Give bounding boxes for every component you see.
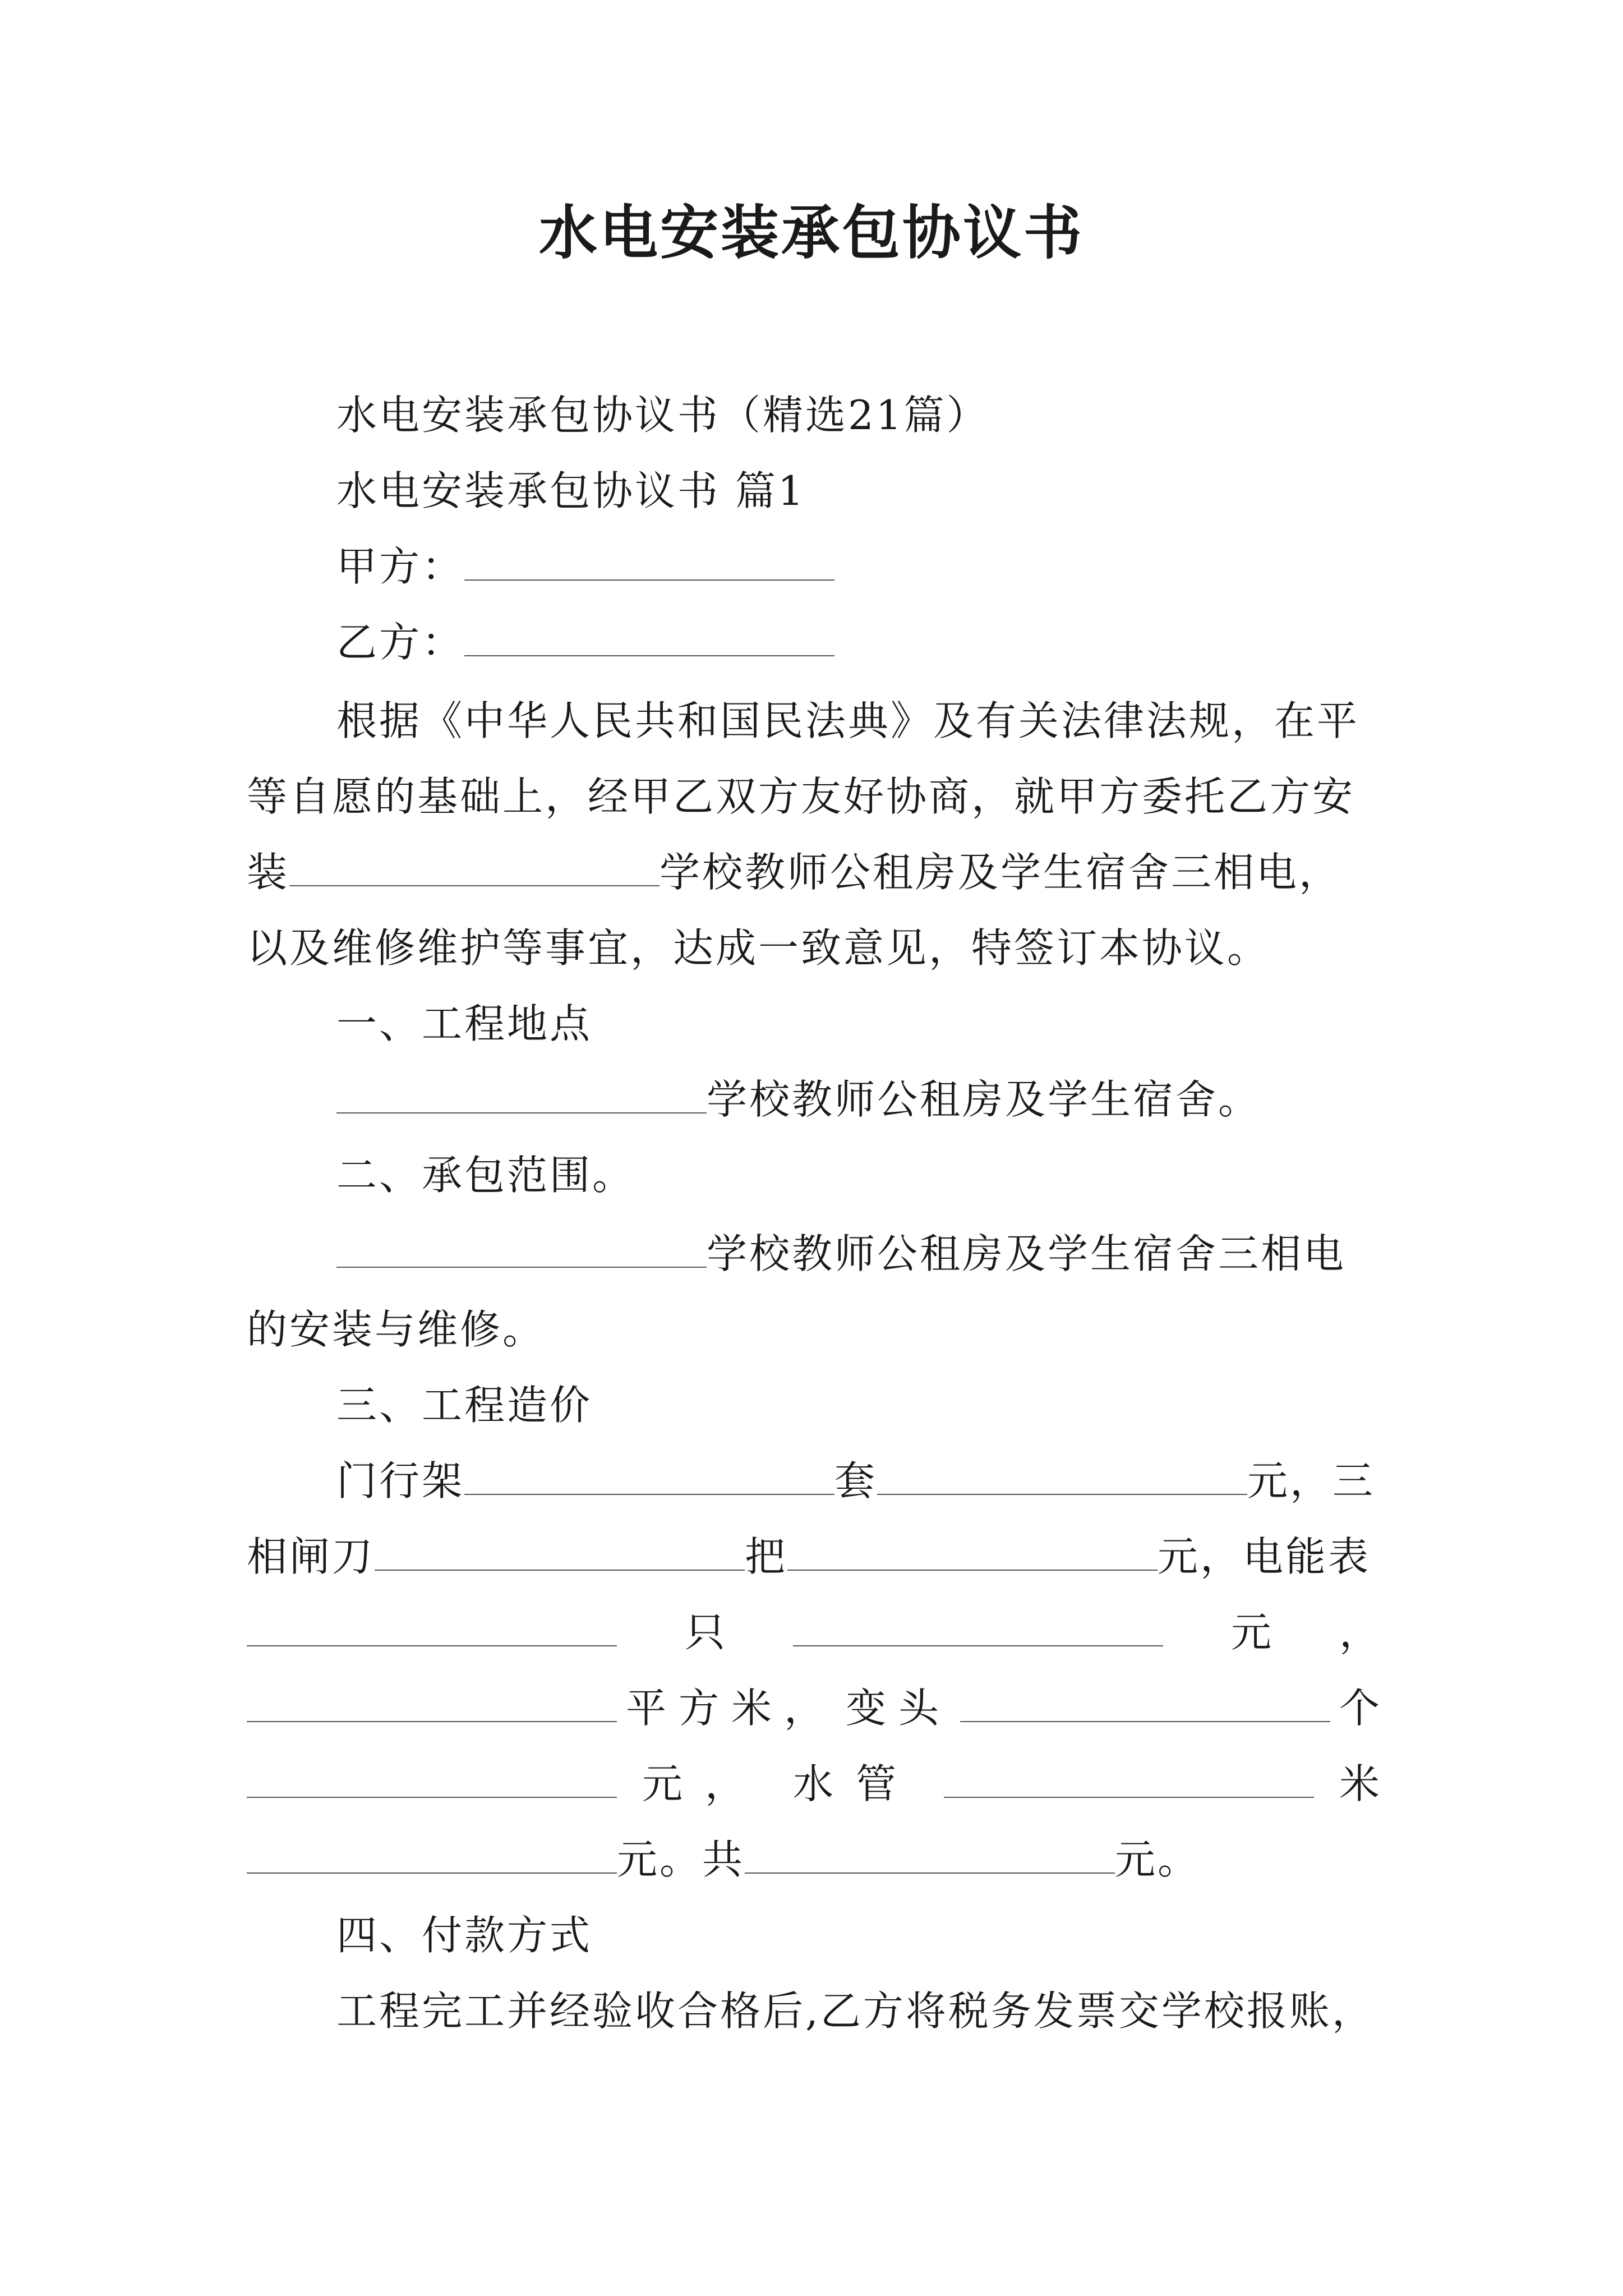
price-unit-ge: 个 — [1339, 1685, 1380, 1732]
item2-text-line — [336, 1226, 1346, 1282]
item4-text: 工程完工并经验收合格后,乙方将税务发票交学校报账， — [336, 1987, 1375, 2035]
price-text-dianneng: 元，电能表 — [1158, 1533, 1371, 1580]
party-b-label: 乙方： — [336, 619, 465, 666]
area-blank[interactable] — [247, 1687, 617, 1722]
price-line-3 — [247, 1604, 1380, 1660]
intro-line-1: 根据《中华人民共和国民法典》及有关法律法规，在平 — [336, 697, 1360, 744]
price-unit-tao: 套 — [834, 1457, 878, 1504]
price-unit-mi: 米 — [1339, 1760, 1380, 1807]
party-a-label: 甲方： — [336, 543, 465, 590]
item4-heading: 四、付款方式 — [336, 1912, 593, 1959]
zhadao-price-blank[interactable] — [787, 1536, 1158, 1571]
party-a-blank[interactable] — [464, 546, 834, 581]
price-text-yuan-end: 元。 — [1115, 1836, 1201, 1883]
meter-price-blank[interactable] — [793, 1612, 1163, 1646]
party-b-blank[interactable] — [464, 622, 834, 656]
biantou-price-blank[interactable] — [247, 1763, 617, 1798]
price-line-6 — [247, 1832, 1200, 1888]
party-b-line — [336, 614, 834, 670]
subtitle: 水电安装承包协议书（精选21篇） — [336, 392, 989, 439]
item2-text: 学校教师公租房及学生宿舍三相电 — [707, 1230, 1347, 1277]
price-text-yuan-gong: 元。共 — [617, 1836, 745, 1883]
item1-heading: 一、工程地点 — [336, 1000, 593, 1047]
document-title: 水电安装承包协议书 — [538, 198, 1084, 267]
price-label-menxingjia: 门行架 — [336, 1457, 465, 1504]
total-price-blank[interactable] — [745, 1839, 1115, 1874]
item2-heading: 二、承包范围。 — [336, 1152, 635, 1199]
price-unit-yuan: 元 — [1230, 1609, 1271, 1656]
price-unit-ba: 把 — [745, 1533, 788, 1580]
price-label-zhadao: 相闸刀 — [247, 1533, 375, 1580]
price-unit-zhi: 只 — [684, 1609, 725, 1656]
price-line-1 — [336, 1453, 1375, 1509]
menxingjia-qty-blank[interactable] — [464, 1460, 834, 1495]
intro-line-2: 等自愿的基础上，经甲乙双方友好协商，就甲方委托乙方安 — [247, 773, 1355, 820]
price-line-4 — [247, 1680, 1380, 1736]
zhadao-qty-blank[interactable] — [375, 1536, 745, 1571]
intro-line-4: 以及维修维护等事宜，达成一致意见，特签订本协议。 — [247, 924, 1270, 972]
section-heading: 水电安装承包协议书 篇1 — [336, 467, 806, 514]
price-comma: ， — [1339, 1609, 1380, 1656]
shuiguan-qty-blank[interactable] — [944, 1763, 1314, 1798]
item1-text: 学校教师公租房及学生宿舍。 — [707, 1076, 1261, 1123]
price-line-5 — [247, 1756, 1380, 1812]
price-label-shuiguan: 水管 — [792, 1760, 919, 1807]
shuiguan-price-blank[interactable] — [247, 1839, 617, 1874]
biantou-qty-blank[interactable] — [960, 1687, 1330, 1722]
intro-line-3-prefix: 装 — [247, 849, 290, 896]
location-blank[interactable] — [336, 1079, 707, 1114]
item3-heading: 三、工程造价 — [336, 1382, 593, 1429]
school-name-blank[interactable] — [289, 852, 660, 886]
price-label-biantou: 变头 — [845, 1685, 951, 1732]
price-line-2 — [247, 1529, 1371, 1585]
price-unit-pingfangmi: 平方米， — [625, 1685, 837, 1732]
price-text-yuan-san: 元，三 — [1247, 1457, 1376, 1504]
intro-line-3 — [247, 844, 1341, 900]
party-a-line — [336, 539, 834, 595]
item1-text-line — [336, 1071, 1261, 1128]
item2-text-cont: 的安装与维修。 — [247, 1306, 546, 1353]
menxingjia-price-blank[interactable] — [877, 1460, 1247, 1495]
meter-qty-blank[interactable] — [247, 1612, 617, 1646]
scope-blank[interactable] — [336, 1233, 707, 1268]
price-unit-yuan2: 元， — [642, 1760, 768, 1807]
intro-line-3-suffix: 学校教师公租房及学生宿舍三相电， — [660, 849, 1342, 896]
